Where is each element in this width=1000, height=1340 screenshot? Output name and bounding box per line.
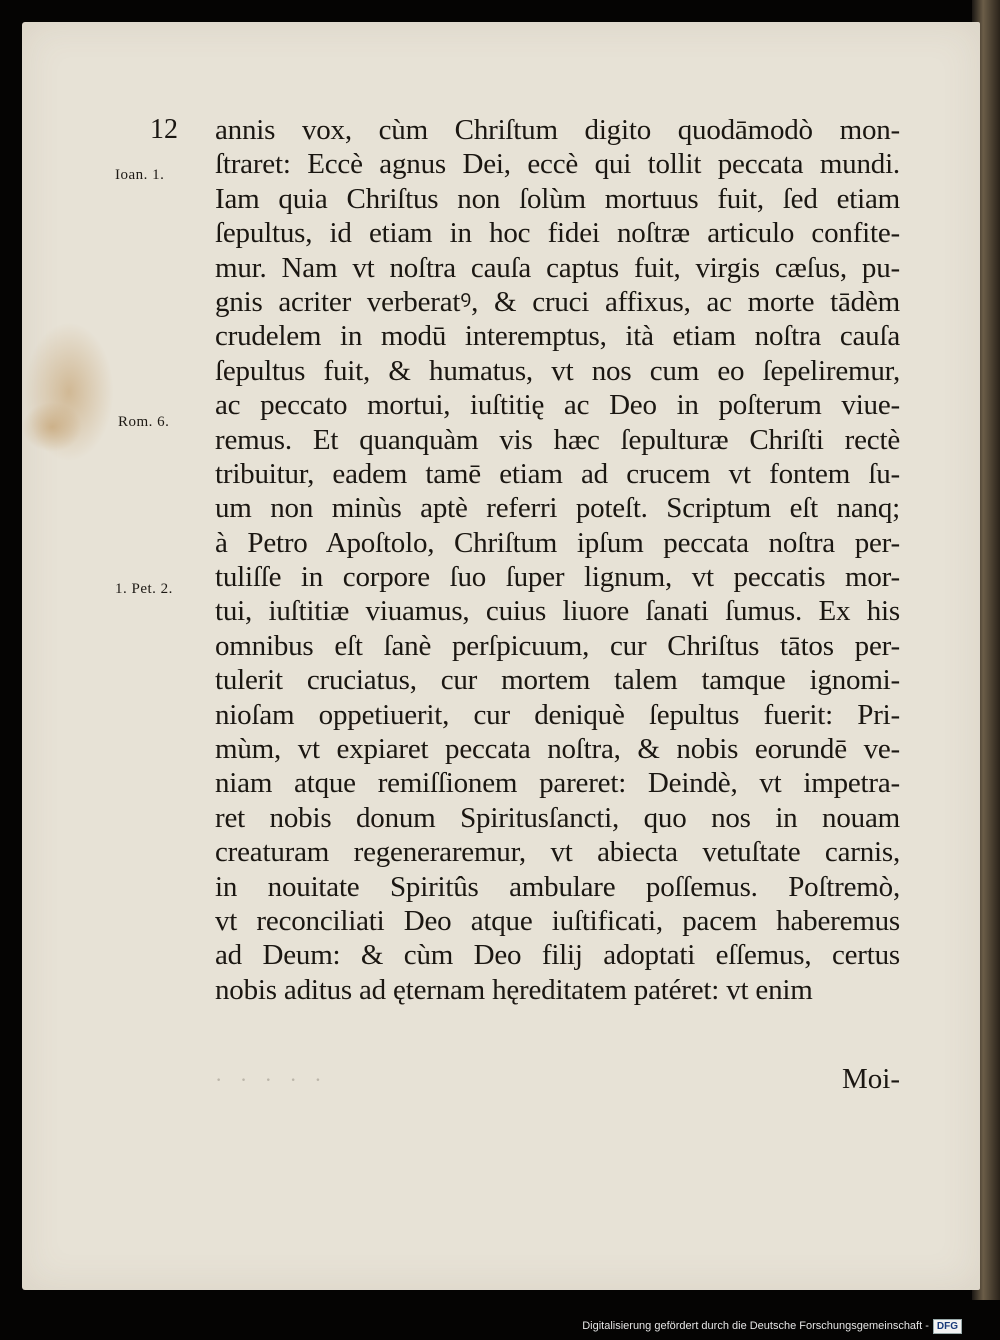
text-line: tuliſſe in corpore ſuo ſuper lignum, vt peccatis mor-: [215, 561, 900, 594]
text-line: à Petro Apoſtolo, Chriſtum ipſum peccata noſtra per-: [215, 526, 900, 559]
water-stain: [22, 402, 82, 452]
text-line: in nouitate Spiritûs ambulare poſſemus. Poſtremò,: [215, 870, 900, 903]
catchword-row: [215, 1063, 900, 1099]
text-line: tui, iuſtitiæ viuamus, cuius liuore ſanati ſumus. Ex his: [215, 595, 900, 628]
page-number: 12: [150, 114, 178, 145]
margin-note-pet: 1. Pet. 2.: [115, 581, 173, 597]
text-line: gnis acriter verberatꝰ, & cruci affixus, ac morte tādèm: [215, 285, 900, 318]
text-line: ac peccato mortui, iuſtitię ac Deo in poſterum viue-: [215, 389, 900, 422]
body-text: [215, 113, 900, 1007]
text-line: Iam quia Chriſtus non ſolùm mortuus fuit, ſed etiam: [215, 182, 900, 215]
text-line: tribuitur, eadem tamē etiam ad crucem vt fontem ſu-: [215, 457, 900, 490]
text-line: creaturam regeneraremur, vt abiecta vetuſtate carnis,: [215, 836, 900, 869]
text-line: tulerit cruciatus, cur mortem talem tamque ignomi-: [215, 664, 900, 697]
text-line: mùm, vt expiaret peccata noſtra, & nobis eorundē ve-: [215, 733, 900, 766]
digitization-footer: [582, 1316, 962, 1336]
footer-credit: Digitalisierung gefördert durch die Deutsche Forschungsgemeinschaft -: [582, 1320, 929, 1332]
text-line: omnibus eſt ſanè perſpicuum, cur Chriſtus tātos per-: [215, 629, 900, 662]
text-line: ad Deum: & cùm Deo filij adoptati eſſemus, certus: [215, 939, 900, 972]
catchword: Moi-: [842, 1063, 900, 1095]
dfg-logo-icon: DFG: [933, 1319, 962, 1334]
text-line: mur. Nam vt noſtra cauſa captus fuit, virgis cæſus, pu-: [215, 251, 900, 284]
text-line: ſepultus, id etiam in hoc fidei noſtræ articulo confite-: [215, 217, 900, 250]
text-line: remus. Et quanquàm vis hæc ſepulturæ Chriſti rectè: [215, 423, 900, 456]
margin-note-ioan: Ioan. 1.: [115, 167, 165, 183]
text-line: annis vox, cùm Chriſtum digito quodāmodò mon-: [215, 114, 900, 146]
text-line: nobis aditus ad ęternam hęreditatem patéret: vt enim: [215, 973, 813, 1006]
text-line: nioſam oppetiuerit, cur deniquè ſepultus fuerit: Pri-: [215, 698, 900, 731]
text-line: um non minùs aptè referri poteſt. Scriptum eſt nanq;: [215, 492, 900, 525]
margin-note-rom: Rom. 6.: [118, 414, 170, 430]
text-line: crudelem in modū interemptus, ità etiam noſtra cauſa: [215, 320, 900, 353]
show-through-marks: · · · · ·: [215, 1067, 328, 1092]
text-line: vt reconciliati Deo atque iuſtificati, pacem haberemus: [215, 904, 900, 937]
text-line: ſepultus fuit, & humatus, vt nos cum eo ſepeliremur,: [215, 354, 900, 387]
text-line: ſtraret: Eccè agnus Dei, eccè qui tollit peccata mundi.: [215, 148, 900, 181]
text-line: ret nobis donum Spiritusſancti, quo nos in nouam: [215, 801, 900, 834]
text-line: niam atque remiſſionem pareret: Deindè, vt impetra-: [215, 767, 900, 800]
